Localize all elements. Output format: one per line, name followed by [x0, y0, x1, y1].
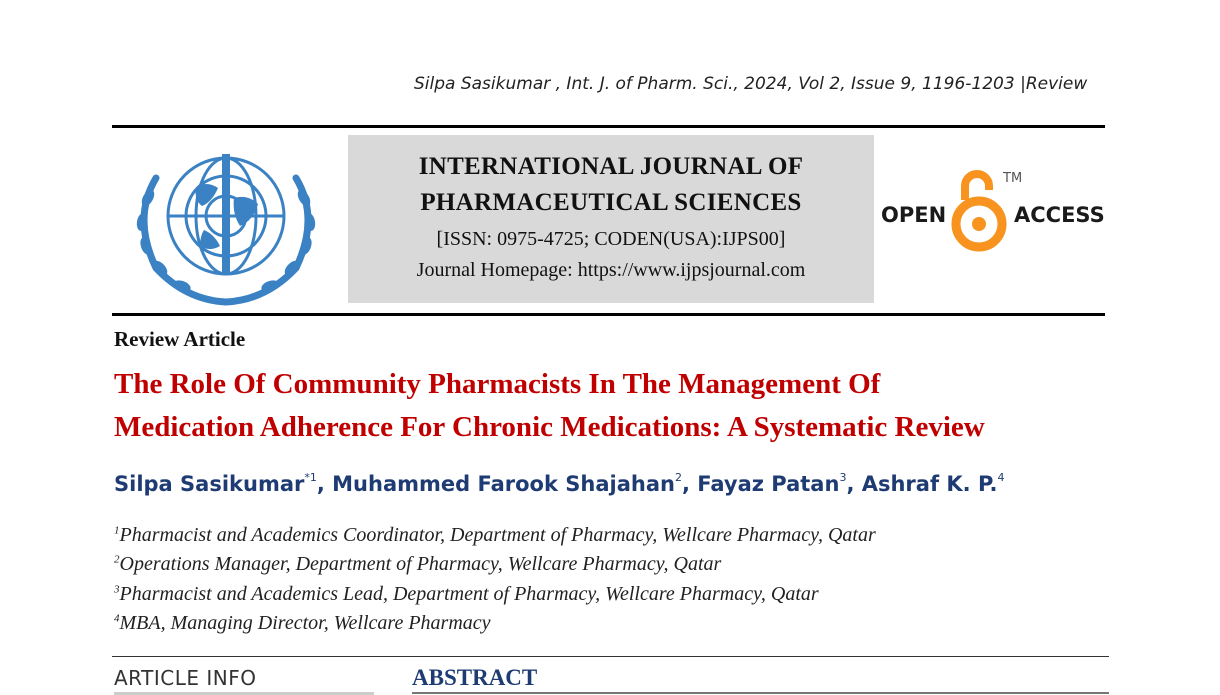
author: Ashraf K. P.$^4$	[861, 471, 1005, 496]
abstract-underline	[412, 692, 1109, 694]
journal-homepage: Journal Homepage: https://www.ijpsjournal.com	[416, 259, 806, 281]
running-header-citation: Silpa Sasikumar , Int. J. of Pharm. Sci., 2024, Vol 2, Issue 9, 1196-1203 |Review	[414, 74, 1088, 94]
affiliation: $^1$Pharmacist and Academics Coordinator, Department of Pharmacy, Wellcare Pharmacy, Qatar	[114, 524, 876, 546]
open-access-lock-icon	[951, 166, 1007, 252]
journal-banner	[348, 135, 874, 303]
un-emblem-icon	[126, 138, 326, 308]
affiliation: $^3$Pharmacist and Academics Lead, Department of Pharmacy, Wellcare Pharmacy, Qatar	[114, 583, 819, 605]
author: Muhammed Farook Shajahan$^2$,	[332, 471, 698, 496]
abstract-heading: ABSTRACT	[412, 665, 538, 690]
author: Silpa Sasikumar$^{*1}$,	[114, 471, 333, 496]
header-rule-top	[112, 125, 1105, 128]
affiliation: $^4$MBA, Managing Director, Wellcare Pharmacy	[114, 612, 491, 634]
section-divider	[112, 656, 1109, 657]
author: Fayaz Patan$^3$,	[697, 471, 862, 496]
affiliation: $^2$Operations Manager, Department of Pharmacy, Wellcare Pharmacy, Qatar	[114, 553, 722, 575]
header-rule-bottom	[112, 313, 1105, 316]
author-list	[114, 472, 1005, 496]
journal-title-line2: PHARMACEUTICAL SCIENCES	[420, 189, 802, 216]
article-title-line2: Medication Adherence For Chronic Medications: A Systematic Review	[114, 411, 985, 443]
journal-issn: [ISSN: 0975-4725; CODEN(USA):IJPS00]	[436, 228, 786, 250]
article-info-heading: ARTICLE INFO	[114, 666, 257, 690]
open-access-open-label: OPEN	[881, 203, 947, 227]
article-title-line1: The Role Of Community Pharmacists In The Management Of	[114, 368, 881, 400]
journal-title-line1: INTERNATIONAL JOURNAL OF	[418, 153, 804, 180]
open-access-access-label: ACCESS	[1014, 203, 1105, 227]
article-type: Review Article	[114, 327, 246, 351]
open-access-trademark: TM	[1003, 171, 1023, 186]
